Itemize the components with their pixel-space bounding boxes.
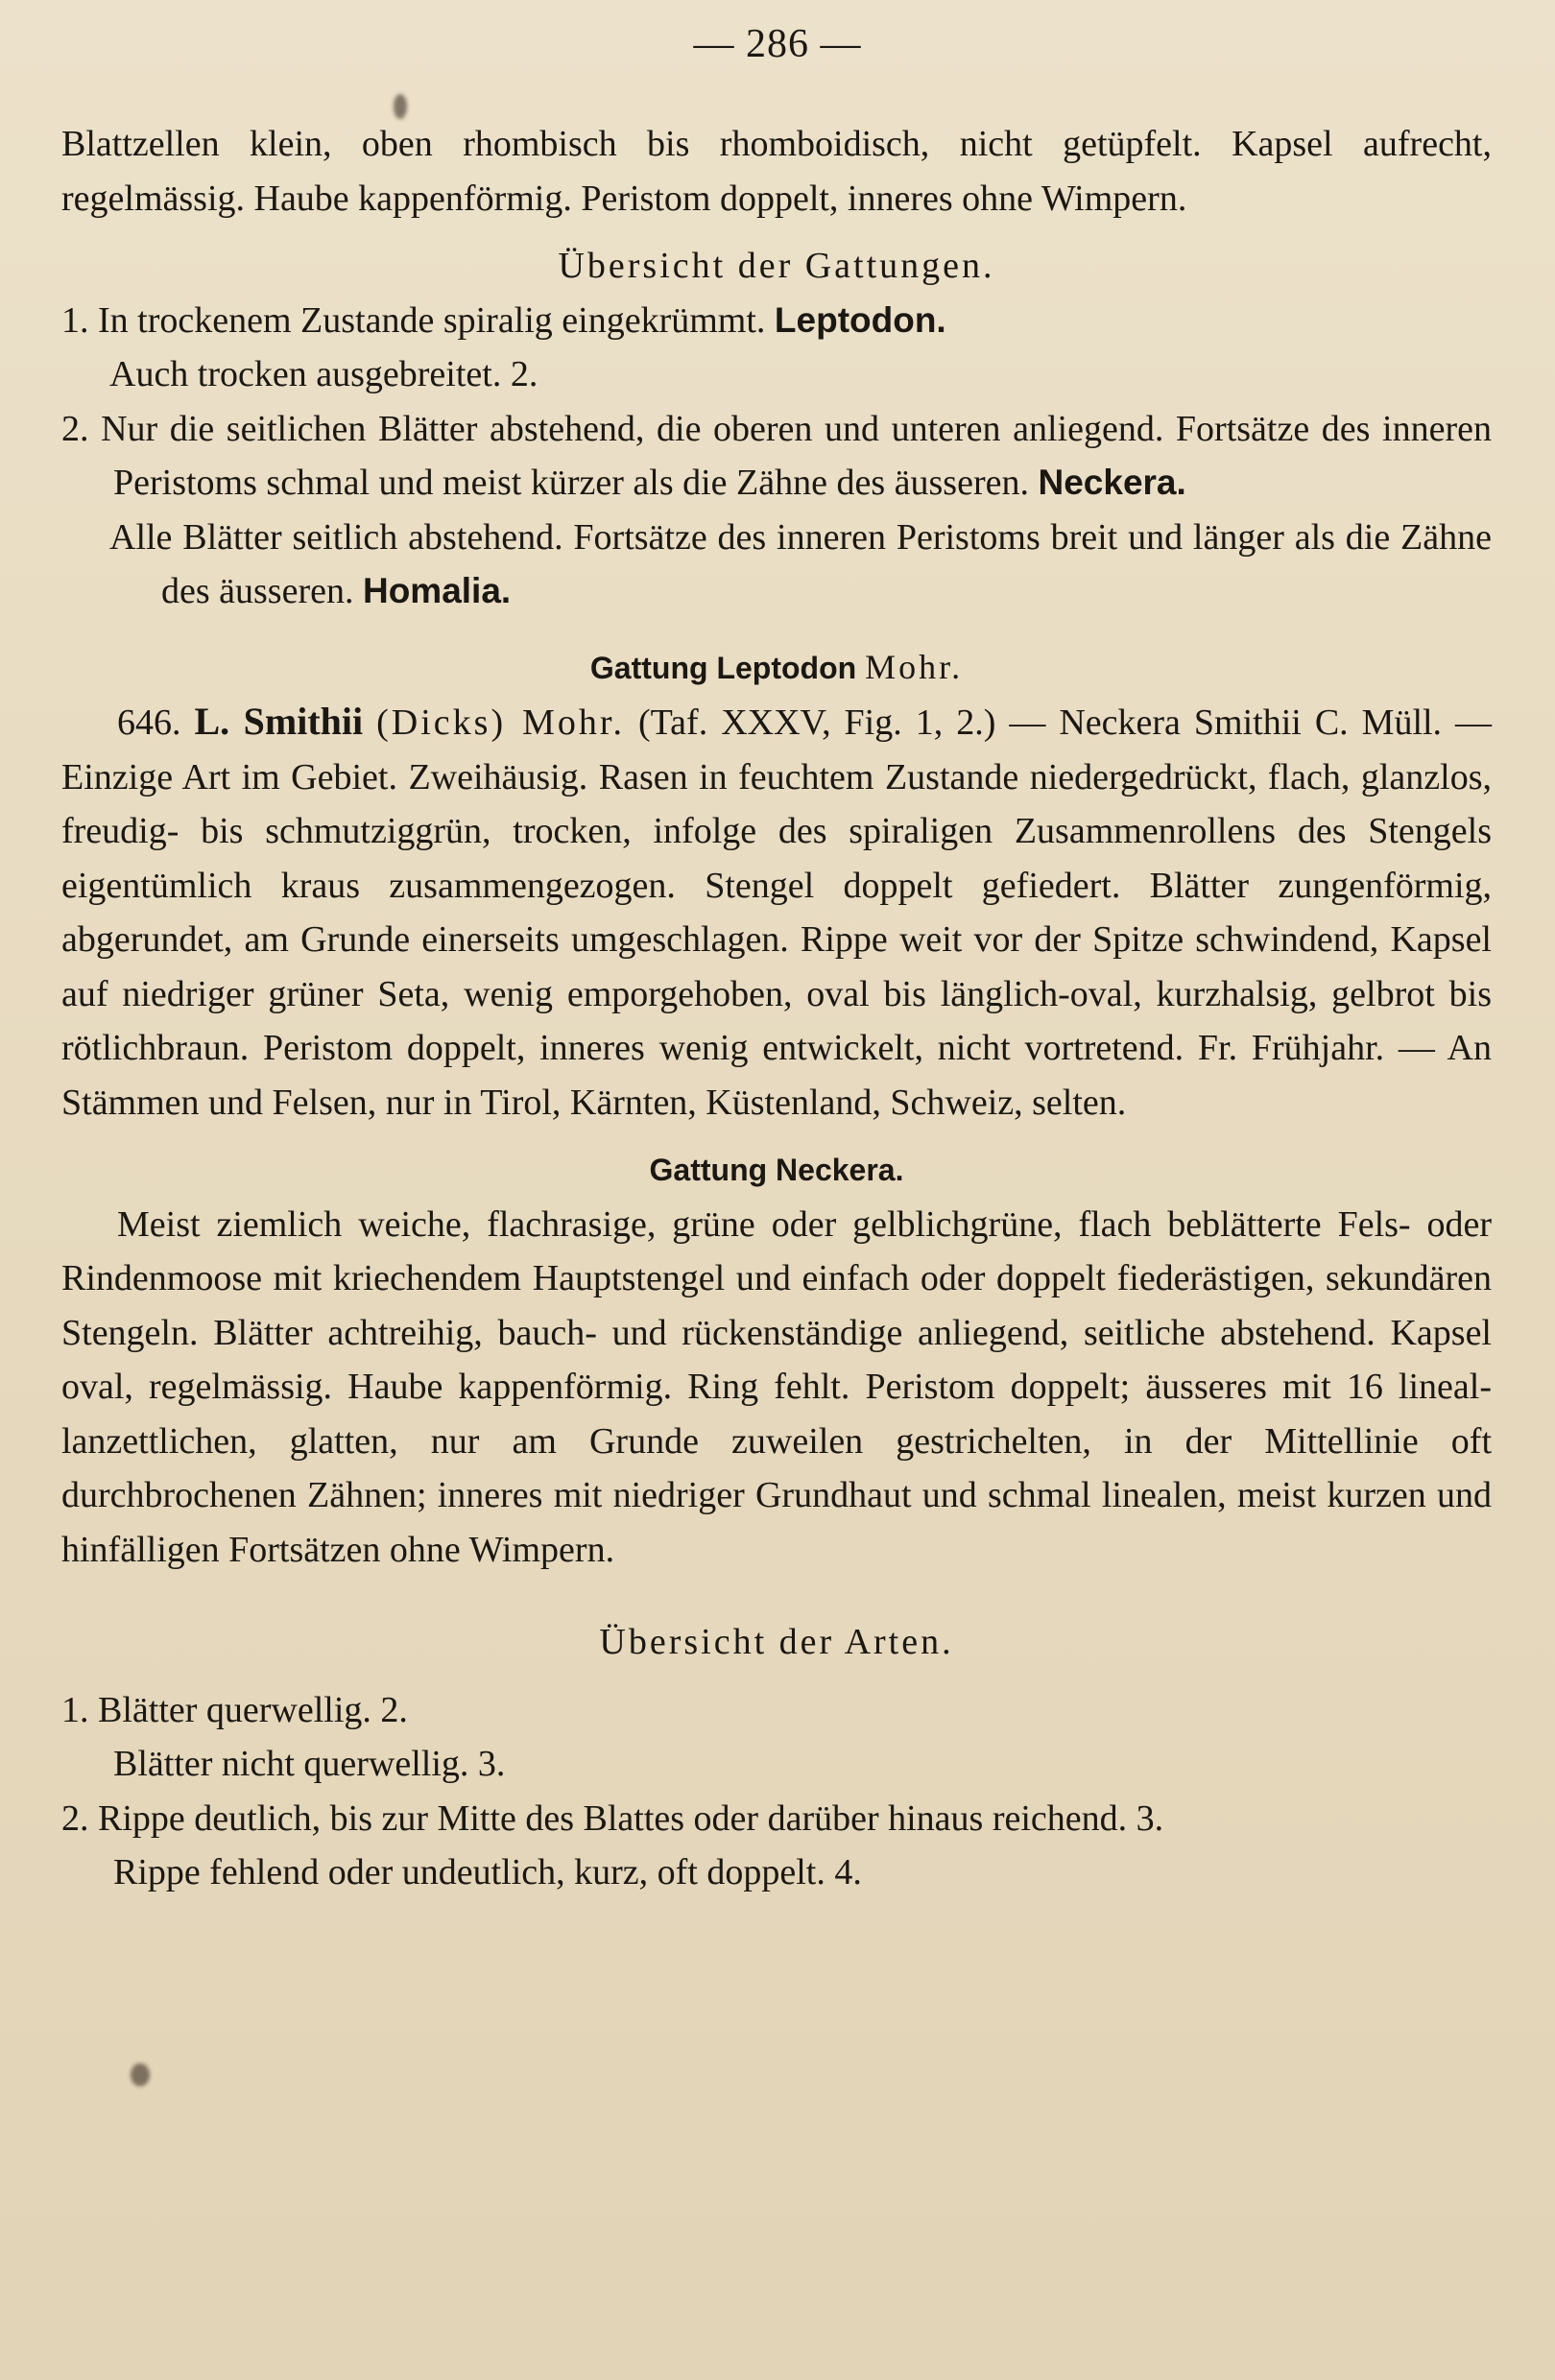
key-text: Auch trocken ausgebreitet. xyxy=(109,354,502,394)
intro-paragraph: Blattzellen klein, oben rhombisch bis rhomboidisch, nicht getüpfelt. Kapsel aufrecht, regelmässig. Haube kappenförmig. Peristom doppelt, inneres ohne Wimpern. xyxy=(61,124,1492,219)
genus-heading-author: Mohr. xyxy=(865,647,964,686)
key-text: Blätter querwellig. xyxy=(98,1689,371,1730)
key-result: 2. xyxy=(510,354,538,394)
key-result-genus: Leptodon. xyxy=(774,299,946,340)
key-text: Alle Blätter seitlich abstehend. Fortsätze des inneren Peristoms breit und länger als die Zähne des äusseren. xyxy=(109,516,1492,611)
genera-key-entry-2 xyxy=(61,402,1492,511)
key-result-genus: Neckera. xyxy=(1038,463,1186,502)
key-result: 4. xyxy=(834,1852,862,1892)
key-result: 3. xyxy=(1136,1797,1164,1839)
species-key-entry-2 xyxy=(61,1792,1492,1846)
page-body xyxy=(61,117,1492,1900)
genus-heading-title: Gattung Leptodon xyxy=(589,650,857,685)
key-result: 2. xyxy=(380,1689,408,1730)
key-number: 1. xyxy=(61,299,89,341)
key-number: 2. xyxy=(61,408,89,449)
genus-neckera-description: Meist ziemlich weiche, flachrasige, grüne oder gelblichgrüne, flach beblätterte Fels- oder Rindenmoose mit kriechendem Hauptstengel und einfach oder doppelt fiederästigen, sekundären Stengeln. Blätter achtreihig, bauch- und rückenständige anliegend, seitliche abstehend. Kapsel oval, regelmässig. Haube kappenförmig. Ring fehlt. Peristom doppelt; äusseres mit 16 lineal-lanzettlichen, glatten, nur am Grunde zuweilen gestrichelten, in der Mittellinie oft durchbrochenen Zähnen; inneres mit niedriger Grundhaut und schmal linealen, meist kurzen und hinfälligen Fortsätzen ohne Wimpern. xyxy=(61,1203,1492,1570)
genera-key-entry-2b xyxy=(61,511,1492,619)
species-key-entry-2b xyxy=(61,1845,1492,1900)
genera-key-entry-1 xyxy=(61,294,1492,348)
key-text: Rippe fehlend oder undeutlich, kurz, oft doppelt. xyxy=(113,1852,825,1892)
genera-key-heading: Übersicht der Gattungen. xyxy=(558,246,995,286)
ink-smudge xyxy=(394,94,407,119)
key-text: In trockenem Zustande spiralig eingekrümmt. xyxy=(98,299,766,341)
page-number: — 286 — xyxy=(693,22,862,66)
key-text: Blätter nicht querwellig. xyxy=(113,1744,469,1784)
key-text: Nur die seitlichen Blätter abstehend, die oberen und unteren anliegend. Fortsätze des inneren Peristoms schmal und meist kürzer als die Zähne des äusseren. xyxy=(101,408,1492,503)
ink-smudge xyxy=(131,2063,150,2086)
species-key-entry-1 xyxy=(61,1683,1492,1738)
species-authority: (Dicks) Mohr. xyxy=(376,702,625,743)
key-number: 1. xyxy=(61,1689,89,1730)
key-result: 3. xyxy=(477,1744,506,1784)
genera-key-entry-1b xyxy=(61,347,1492,402)
genus-leptodon-heading xyxy=(61,640,1492,696)
key-result-genus: Homalia. xyxy=(362,571,512,610)
species-key-heading: Übersicht der Arten. xyxy=(599,1622,954,1662)
species-leptodon-smithii xyxy=(61,695,1492,1130)
species-description: (Taf. XXXV, Fig. 1, 2.) — Neckera Smithii C. Müll. — Einzige Art im Gebiet. Zweihäusig. Rasen in feuchtem Zustande niedergedrückt, flach, glanzlos, freudig- bis schmutziggrün, trocken, infolge des spiraligen Zusammenrollens des Stengels eigentümlich kraus zusammengezogen. Stengel doppelt gefiedert. Blätter zungenförmig, abgerundet, am Grunde einerseits umgeschlagen. Rippe weit vor der Spitze schwindend, Kapsel auf niedriger grüner Seta, wenig emporgehoben, oval bis länglich-oval, kurzhalsig, gelbrot bis rötlichbraun. Peristom doppelt, inneres wenig entwickelt, nicht vortretend. Fr. Frühjahr. — An Stämmen und Felsen, nur in Tirol, Kärnten, Küstenland, Schweiz, selten. xyxy=(61,702,1493,1123)
species-number: 646. xyxy=(117,702,181,743)
genus-neckera-heading: Gattung Neckera. xyxy=(649,1153,904,1187)
key-text: Rippe deutlich, bis zur Mitte des Blattes oder darüber hinaus reichend. xyxy=(98,1797,1128,1839)
key-number: 2. xyxy=(61,1797,89,1839)
species-name: L. Smithii xyxy=(194,700,364,743)
species-key-entry-1b xyxy=(61,1737,1492,1792)
